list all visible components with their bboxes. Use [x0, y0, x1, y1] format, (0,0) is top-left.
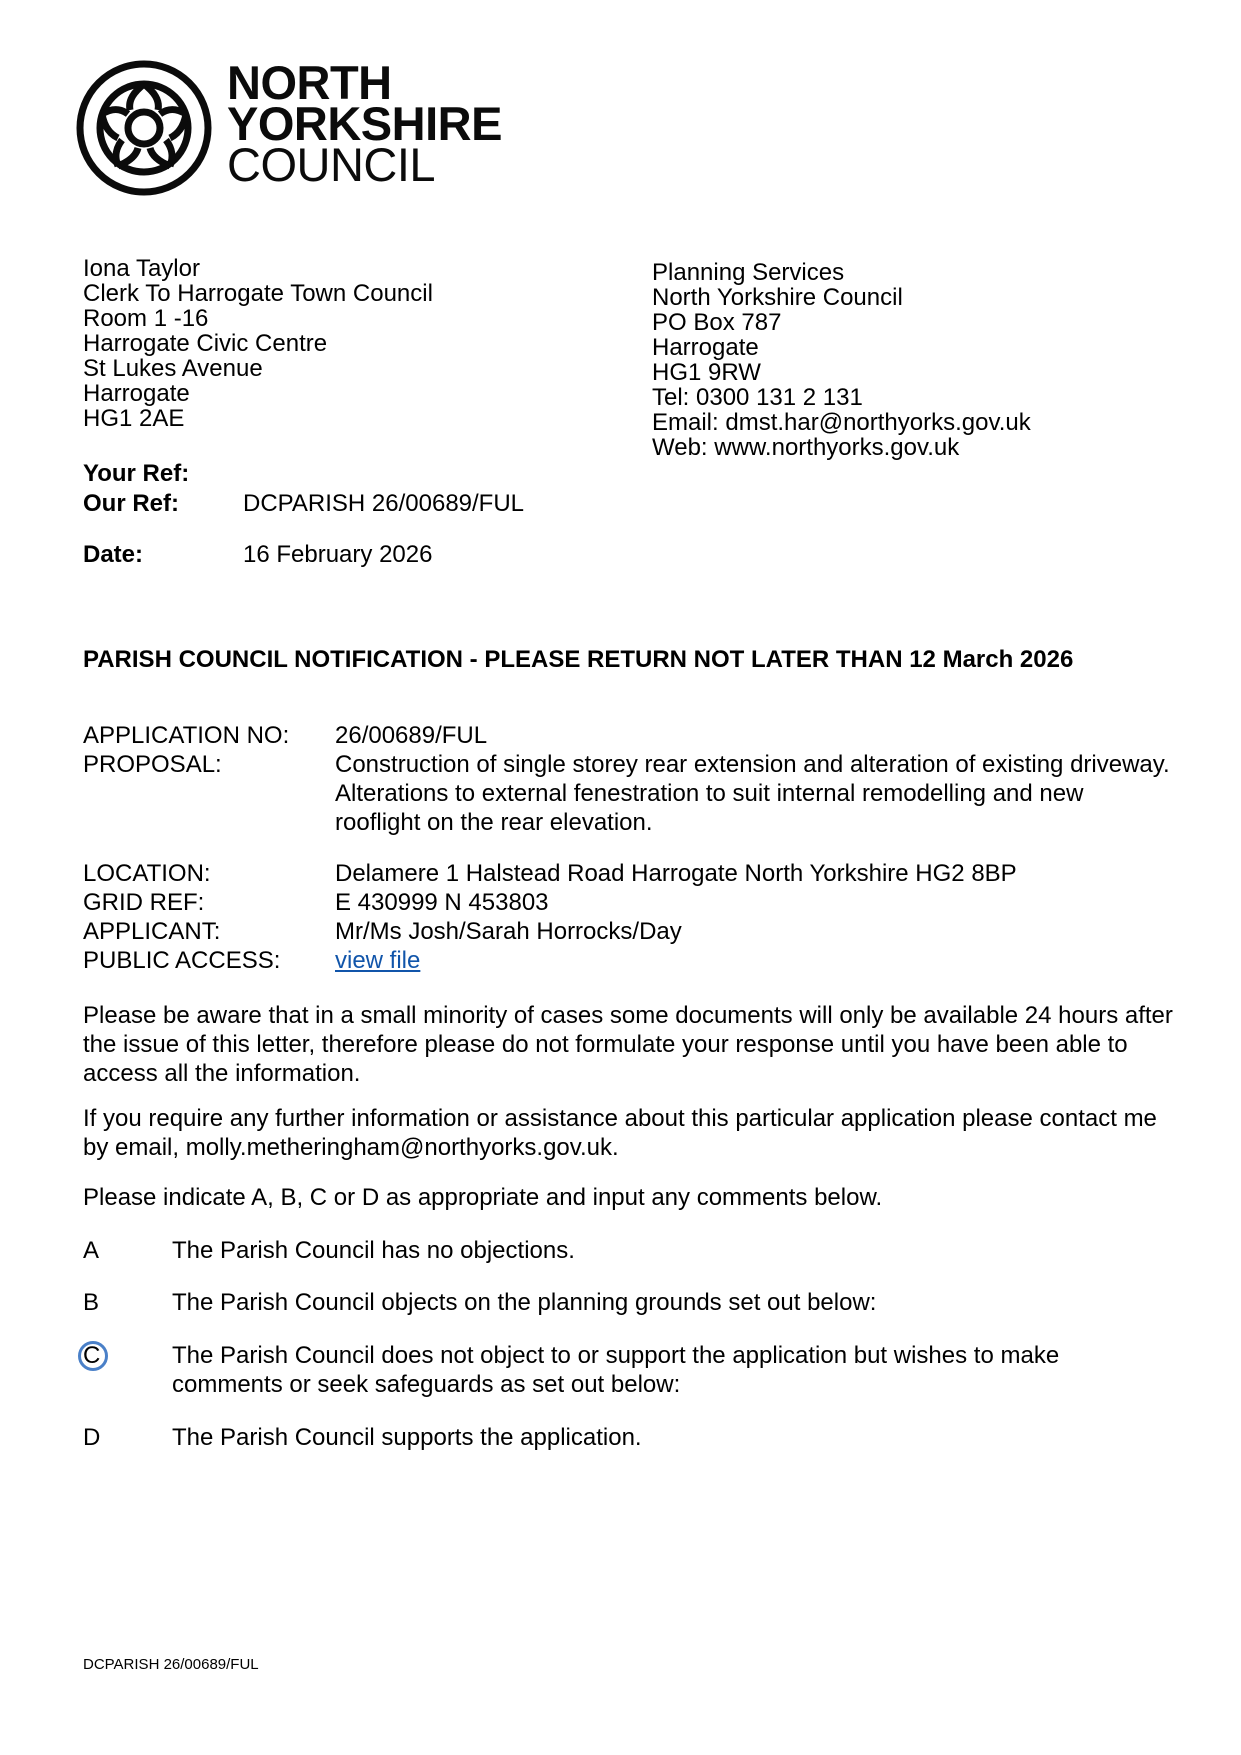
proposal-row — [83, 750, 1173, 837]
option-c[interactable] — [83, 1341, 1173, 1399]
recipient-line: Clerk To Harrogate Town Council — [83, 280, 433, 307]
option-letter: C — [83, 1342, 101, 1369]
proposal-label: PROPOSAL: — [83, 751, 222, 778]
date-label: Date: — [83, 541, 144, 568]
your-ref-label: Your Ref: — [83, 460, 190, 487]
option-letter: A — [83, 1237, 100, 1264]
instruction-paragraph: Please indicate A, B, C or D as appropriate and input any comments below. — [83, 1184, 883, 1211]
availability-notice: Please be aware that in a small minority of cases some documents will only be available 24 hours after the issue of this letter, therefore please do not formulate your response until you have been able to access all the information. — [83, 1002, 1173, 1087]
recipient-line: HG1 2AE — [83, 405, 185, 432]
sender-line: Email: dmst.har@northyorks.gov.uk — [652, 409, 1031, 436]
applicant-value: Mr/Ms Josh/Sarah Horrocks/Day — [335, 918, 682, 945]
sender-line: PO Box 787 — [652, 309, 782, 336]
option-letter: D — [83, 1424, 101, 1451]
recipient-line: Harrogate — [83, 380, 190, 407]
application-details — [83, 721, 1173, 837]
selected-circle-icon — [78, 1341, 108, 1371]
contact-paragraph: If you require any further information or assistance about this particular application please contact me by email, molly.metheringham@northyorks.gov.uk. — [83, 1105, 1157, 1161]
sender-line: North Yorkshire Council — [652, 284, 903, 311]
date-value: 16 February 2026 — [243, 541, 433, 568]
our-ref-label: Our Ref: — [83, 490, 179, 517]
reference-block — [83, 459, 524, 519]
our-ref-row — [83, 489, 524, 519]
location-value: Delamere 1 Halstead Road Harrogate North Yorkshire HG2 8BP — [335, 860, 1017, 887]
public-access-row — [83, 946, 1173, 975]
recipient-address — [83, 256, 433, 431]
option-letter-wrap — [83, 1341, 172, 1399]
option-b[interactable] — [83, 1288, 1173, 1317]
grid-ref-value: E 430999 N 453803 — [335, 889, 549, 916]
applicant-label: APPLICANT: — [83, 918, 221, 945]
logo-line-1: NORTH — [227, 56, 392, 109]
sender-line: Planning Services — [652, 259, 845, 286]
public-access-label: PUBLIC ACCESS: — [83, 947, 281, 974]
sender-line: Tel: 0300 131 2 131 — [652, 384, 863, 411]
view-file-link[interactable]: view file — [335, 947, 421, 974]
sender-line: HG1 9RW — [652, 359, 761, 386]
application-no-label: APPLICATION NO: — [83, 722, 290, 749]
option-text: The Parish Council does not object to or support the application but wishes to make comments or seek safeguards as set out below: — [172, 1342, 1060, 1398]
option-text: The Parish Council supports the application. — [172, 1424, 642, 1451]
tudor-rose-icon — [72, 56, 217, 201]
option-letter: B — [83, 1289, 100, 1316]
sender-line: Harrogate — [652, 334, 759, 361]
application-no-value: 26/00689/FUL — [335, 722, 488, 749]
application-no-row — [83, 721, 1173, 750]
site-details — [83, 859, 1173, 975]
applicant-row — [83, 917, 1173, 946]
your-ref-row — [83, 459, 524, 489]
grid-ref-row — [83, 888, 1173, 917]
council-logo — [72, 56, 512, 206]
grid-ref-label: GRID REF: — [83, 889, 205, 916]
option-text: The Parish Council objects on the planning grounds set out below: — [172, 1289, 877, 1316]
option-d[interactable] — [83, 1423, 1173, 1452]
logo-line-2: YORKSHIRE — [227, 97, 502, 150]
location-row — [83, 859, 1173, 888]
recipient-line: Iona Taylor — [83, 255, 200, 282]
footer-reference: DCPARISH 26/00689/FUL — [83, 1656, 259, 1673]
proposal-value: Construction of single storey rear extension and alteration of existing driveway. Alterations to external fenestration to suit internal remodelling and new rooflight on the rear elevation. — [335, 751, 1170, 836]
logo-line-3: COUNCIL — [227, 138, 436, 191]
logo-wordmark — [227, 56, 502, 191]
notification-heading: PARISH COUNCIL NOTIFICATION - PLEASE RETURN NOT LATER THAN 12 March 2026 — [83, 646, 1074, 673]
option-a[interactable] — [83, 1236, 1173, 1265]
sender-address — [652, 260, 1031, 460]
recipient-line: St Lukes Avenue — [83, 355, 263, 382]
date-row — [83, 540, 432, 570]
location-label: LOCATION: — [83, 860, 211, 887]
recipient-line: Harrogate Civic Centre — [83, 330, 328, 357]
sender-line: Web: www.northyorks.gov.uk — [652, 434, 960, 461]
recipient-line: Room 1 -16 — [83, 305, 209, 332]
option-text: The Parish Council has no objections. — [172, 1237, 575, 1264]
our-ref-value: DCPARISH 26/00689/FUL — [243, 490, 525, 517]
